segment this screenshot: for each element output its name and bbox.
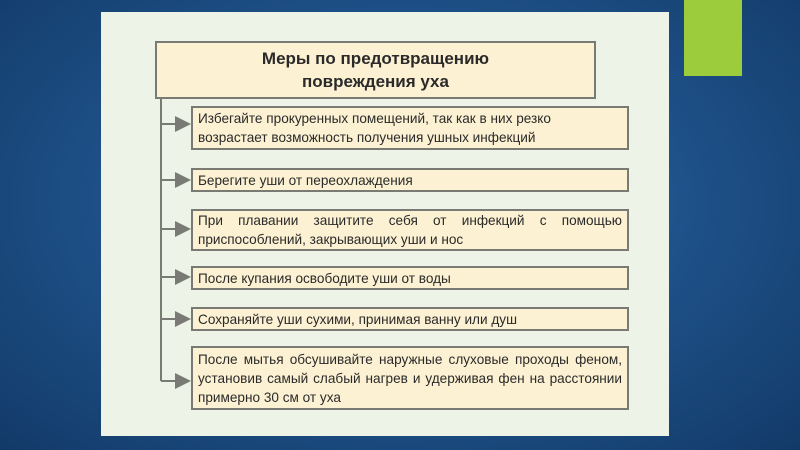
measure-box-4 (191, 266, 629, 290)
measure-box-2 (191, 168, 629, 192)
diagram-title: Меры по предотвращению повреждения уха (261, 49, 490, 91)
measure-text-2: Берегите уши от переохлаждения (198, 172, 413, 188)
measure-box-6 (191, 346, 629, 410)
accent-bar (684, 0, 742, 76)
measure-box-5 (191, 307, 629, 331)
slide-panel (101, 12, 669, 436)
measure-box-3 (191, 209, 629, 251)
measure-text-1: Избегайте прокуренных помещений, так как в них резко возрастает возможность получения ушных инфекций (198, 111, 551, 145)
measure-text-6: После мытья обсушивайте наружные слуховые проходы феном, установив самый слабый нагрев и удерживая фен на расстоянии примерно 30 см от уха (198, 351, 622, 405)
measure-text-3: При плавании защитите себя от инфекций с помощью приспособлений, закрывающих уши и нос (198, 213, 622, 247)
diagram-title-box (155, 41, 596, 99)
measure-text-5: Сохраняйте уши сухими, принимая ванну или душ (198, 311, 517, 327)
measure-box-1 (191, 106, 629, 150)
measure-text-4: После купания освободите уши от воды (198, 270, 451, 286)
